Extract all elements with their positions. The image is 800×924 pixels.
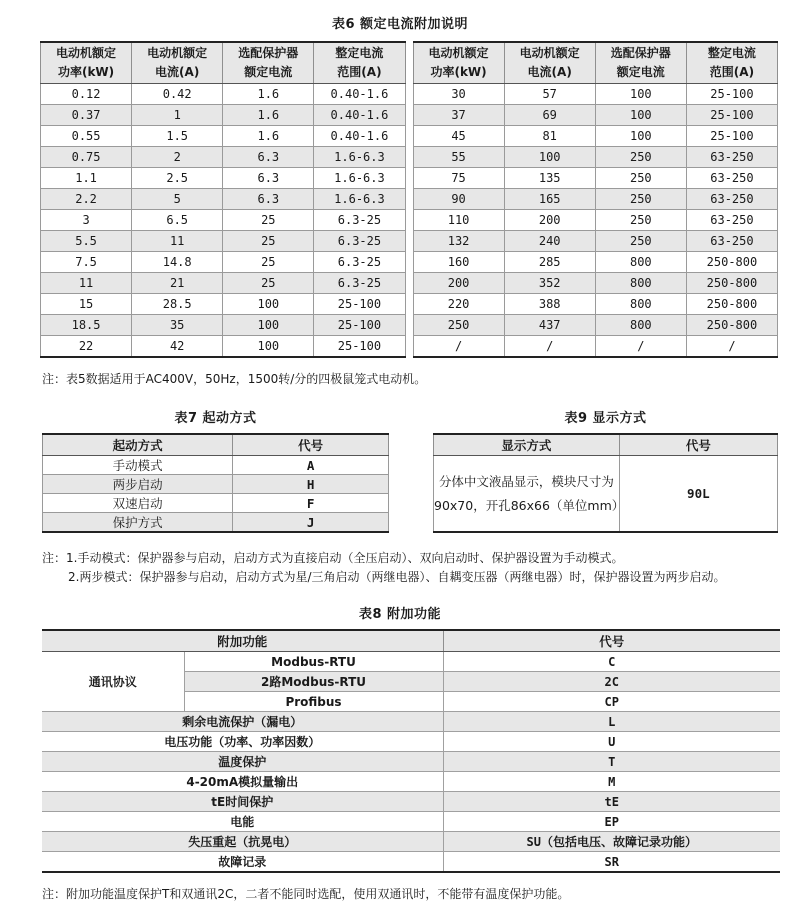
function-cell: 剩余电流保护（漏电） [42, 712, 443, 732]
tables-7-9-container [42, 407, 778, 533]
table-cell: 63-250 [686, 231, 777, 252]
column-header: 电动机额定 功率(kW) [41, 42, 132, 84]
table-cell: 22 [41, 336, 132, 358]
table-cell: 63-250 [686, 210, 777, 231]
code-cell: J [233, 513, 389, 533]
function-cell: 电能 [42, 812, 443, 832]
table9-title: 表9 显示方式 [564, 411, 647, 426]
table-cell: 0.55 [41, 126, 132, 147]
table-row [42, 852, 780, 873]
table-cell: 250 [595, 168, 686, 189]
table-row [413, 105, 778, 126]
table-row [41, 126, 406, 147]
table-cell: 6.3-25 [314, 252, 405, 273]
code-cell: SU（包括电压、故障记录功能） [443, 832, 780, 852]
tables-7-9-notes [42, 549, 792, 587]
table9-section [433, 407, 778, 533]
table-row [413, 315, 778, 336]
table-row [41, 273, 406, 294]
table-cell: 0.42 [132, 84, 223, 105]
table-cell: 1.6 [223, 105, 314, 126]
table-header-row [413, 42, 778, 84]
note-two-step-mode: 2.两步模式：保护器参与启动，启动方式为星/三角启动（两继电器）、自耦变压器（两继电器）时，保护器设置为两步启动。 [68, 570, 726, 584]
table-row [413, 84, 778, 105]
function-cell: tE时间保护 [42, 792, 443, 812]
table-cell: 250-800 [686, 252, 777, 273]
table-cell: 63-250 [686, 168, 777, 189]
table7-section [42, 407, 389, 533]
table-row [434, 456, 778, 533]
table-row [413, 294, 778, 315]
table-row [43, 456, 389, 475]
table-cell: 100 [595, 105, 686, 126]
table-row [41, 105, 406, 126]
table-cell: 2 [132, 147, 223, 168]
table-cell: 0.37 [41, 105, 132, 126]
table7 [42, 433, 389, 533]
table-cell: 800 [595, 315, 686, 336]
table8-header-function: 附加功能 [42, 630, 443, 652]
table-cell: 100 [595, 126, 686, 147]
table-cell: 1.6-6.3 [314, 168, 405, 189]
table-row [413, 189, 778, 210]
table-cell: 6.5 [132, 210, 223, 231]
code-cell: U [443, 732, 780, 752]
table-row [41, 84, 406, 105]
table-cell: 100 [223, 315, 314, 336]
code-cell: CP [443, 692, 780, 712]
table-header-row [43, 434, 389, 456]
table-row [43, 494, 389, 513]
code-cell: C [443, 652, 780, 672]
table9-header-display: 显示方式 [434, 434, 620, 456]
table-cell: 250 [595, 147, 686, 168]
table-cell: 800 [595, 252, 686, 273]
code-cell: M [443, 772, 780, 792]
table-cell: 388 [504, 294, 595, 315]
table9 [433, 433, 778, 533]
table-cell: 57 [504, 84, 595, 105]
table-row [42, 752, 780, 772]
start-mode-cell: 手动模式 [43, 456, 233, 475]
table-cell: 25-100 [686, 84, 777, 105]
table-row [41, 168, 406, 189]
table-cell: 6.3-25 [314, 231, 405, 252]
table-cell: 5.5 [41, 231, 132, 252]
table-cell: 800 [595, 294, 686, 315]
table8-title: 表8 附加功能 [358, 607, 442, 622]
table-cell: 15 [41, 294, 132, 315]
protocol-cell: Modbus-RTU [184, 652, 443, 672]
table-cell: 21 [132, 273, 223, 294]
table-row [42, 832, 780, 852]
table-cell: 250 [413, 315, 504, 336]
table-cell: / [413, 336, 504, 358]
column-header: 电动机额定 功率(kW) [413, 42, 504, 84]
table-cell: 200 [504, 210, 595, 231]
code-cell: L [443, 712, 780, 732]
table-cell: 55 [413, 147, 504, 168]
display-code-cell: 90L [619, 456, 777, 533]
table-cell: 2.5 [132, 168, 223, 189]
protocol-cell: Profibus [184, 692, 443, 712]
code-cell: T [443, 752, 780, 772]
table-cell: 0.12 [41, 84, 132, 105]
table-cell: 0.40-1.6 [314, 126, 405, 147]
code-cell: EP [443, 812, 780, 832]
table-cell: 0.40-1.6 [314, 105, 405, 126]
table-cell: 1.5 [132, 126, 223, 147]
table-cell: 1.6 [223, 126, 314, 147]
function-cell: 失压重起（抗晃电） [42, 832, 443, 852]
table-cell: 100 [504, 147, 595, 168]
table-cell: 200 [413, 273, 504, 294]
table-cell: 250-800 [686, 273, 777, 294]
table-cell: 30 [413, 84, 504, 105]
table6-right [413, 41, 779, 358]
table-cell: 132 [413, 231, 504, 252]
column-header: 整定电流 范围(A) [686, 42, 777, 84]
table-cell: 437 [504, 315, 595, 336]
code-cell: 2C [443, 672, 780, 692]
table-cell: 81 [504, 126, 595, 147]
table-cell: 35 [132, 315, 223, 336]
table-cell: 45 [413, 126, 504, 147]
display-desc-cell [434, 456, 625, 533]
table-row [42, 732, 780, 752]
table-cell: 63-250 [686, 147, 777, 168]
table-cell: 250 [595, 189, 686, 210]
protocol-cell: 2路Modbus-RTU [184, 672, 443, 692]
table-row [413, 252, 778, 273]
table-row [42, 792, 780, 812]
table-row [413, 126, 778, 147]
table-row [41, 315, 406, 336]
note-manual-mode: 注：1.手动模式：保护器参与启动，启动方式为直接启动（全压启动）、双向启动时、保护器设置为手动模式。 [42, 551, 624, 565]
table-row [42, 652, 780, 672]
table-row [41, 252, 406, 273]
table-row [41, 294, 406, 315]
table-cell: 250-800 [686, 294, 777, 315]
table-cell: / [595, 336, 686, 358]
function-cell: 故障记录 [42, 852, 443, 873]
table-cell: 285 [504, 252, 595, 273]
table-cell: 100 [223, 336, 314, 358]
table-row [413, 231, 778, 252]
table-row [43, 475, 389, 494]
table-row [42, 712, 780, 732]
table-header-row [434, 434, 778, 456]
table-cell: 25-100 [314, 336, 405, 358]
table-row [41, 147, 406, 168]
table-cell: 160 [413, 252, 504, 273]
code-cell: A [233, 456, 389, 475]
table-cell: 100 [223, 294, 314, 315]
table-cell: 3 [41, 210, 132, 231]
column-header: 选配保护器 额定电流 [223, 42, 314, 84]
table7-header-code: 代号 [233, 434, 389, 456]
table-row [413, 147, 778, 168]
table-cell: 25 [223, 252, 314, 273]
table-row [41, 231, 406, 252]
table6-left [40, 41, 406, 358]
table-row [413, 210, 778, 231]
table6-title: 表6 额定电流附加说明 [331, 17, 469, 32]
table-cell: 25-100 [686, 105, 777, 126]
table-cell: 1.6-6.3 [314, 147, 405, 168]
table-cell: 2.2 [41, 189, 132, 210]
table-cell: 25 [223, 273, 314, 294]
table-cell: 63-250 [686, 189, 777, 210]
table-cell: / [504, 336, 595, 358]
table-cell: 1.1 [41, 168, 132, 189]
table-cell: 25-100 [314, 315, 405, 336]
table-cell: 220 [413, 294, 504, 315]
table-cell: 0.40-1.6 [314, 84, 405, 105]
table-cell: 110 [413, 210, 504, 231]
function-cell: 4-20mA模拟量输出 [42, 772, 443, 792]
table-cell: 6.3 [223, 168, 314, 189]
table-cell: 800 [595, 273, 686, 294]
table-cell: 18.5 [41, 315, 132, 336]
start-mode-cell: 双速启动 [43, 494, 233, 513]
function-cell: 电压功能（功率、功率因数） [42, 732, 443, 752]
table-cell: 42 [132, 336, 223, 358]
table-cell: 75 [413, 168, 504, 189]
table7-title: 表7 起动方式 [174, 411, 257, 426]
display-desc-line1: 分体中文液晶显示，模块尺寸为 [438, 473, 614, 489]
table-cell: 240 [504, 231, 595, 252]
table8 [42, 629, 780, 873]
table-cell: 1 [132, 105, 223, 126]
table8-header-code: 代号 [443, 630, 780, 652]
table-cell: 250 [595, 210, 686, 231]
table-cell: 90 [413, 189, 504, 210]
table-header-row [41, 42, 406, 84]
table-row [43, 513, 389, 533]
table-cell: 1.6-6.3 [314, 189, 405, 210]
table-cell: 14.8 [132, 252, 223, 273]
table-cell: 352 [504, 273, 595, 294]
table-cell: 250-800 [686, 315, 777, 336]
table-cell: 25 [223, 231, 314, 252]
code-cell: SR [443, 852, 780, 873]
column-header: 选配保护器 额定电流 [595, 42, 686, 84]
table-cell: 6.3-25 [314, 273, 405, 294]
table-cell: 28.5 [132, 294, 223, 315]
table8-note: 注：附加功能温度保护T和双通讯2C，二者不能同时选配，使用双通讯时，不能带有温度保护功能。 [42, 887, 570, 901]
table-cell: 135 [504, 168, 595, 189]
table-row [413, 336, 778, 358]
table-row [413, 168, 778, 189]
table-cell: 25-100 [686, 126, 777, 147]
table-cell: 165 [504, 189, 595, 210]
table-cell: 100 [595, 84, 686, 105]
table-row [41, 210, 406, 231]
table-cell: 6.3 [223, 147, 314, 168]
display-desc-line2: 90x70，开孔86x66（单位mm） [434, 497, 625, 513]
table-row [41, 336, 406, 358]
table7-header-method: 起动方式 [43, 434, 233, 456]
comm-protocol-label: 通讯协议 [42, 652, 184, 712]
table-row [42, 812, 780, 832]
code-cell: H [233, 475, 389, 494]
column-header: 电动机额定 电流(A) [504, 42, 595, 84]
code-cell: F [233, 494, 389, 513]
table-cell: / [686, 336, 777, 358]
code-cell: tE [443, 792, 780, 812]
table6-note: 注：表5数据适用于AC400V，50Hz，1500转/分的四极鼠笼式电动机。 [42, 372, 427, 386]
column-header: 整定电流 范围(A) [314, 42, 405, 84]
table-cell: 6.3 [223, 189, 314, 210]
table-cell: 0.75 [41, 147, 132, 168]
table6-container [40, 41, 778, 358]
column-header: 电动机额定 电流(A) [132, 42, 223, 84]
table-cell: 5 [132, 189, 223, 210]
table-row [41, 189, 406, 210]
table-row [413, 273, 778, 294]
table-cell: 25-100 [314, 294, 405, 315]
table-cell: 250 [595, 231, 686, 252]
table-cell: 1.6 [223, 84, 314, 105]
table-cell: 25 [223, 210, 314, 231]
table-cell: 11 [41, 273, 132, 294]
table-header-row [42, 630, 780, 652]
function-cell: 温度保护 [42, 752, 443, 772]
table-row [42, 772, 780, 792]
table-cell: 37 [413, 105, 504, 126]
table-cell: 6.3-25 [314, 210, 405, 231]
table-cell: 7.5 [41, 252, 132, 273]
start-mode-cell: 保护方式 [43, 513, 233, 533]
table9-header-code: 代号 [619, 434, 777, 456]
start-mode-cell: 两步启动 [43, 475, 233, 494]
table-cell: 11 [132, 231, 223, 252]
table-cell: 69 [504, 105, 595, 126]
